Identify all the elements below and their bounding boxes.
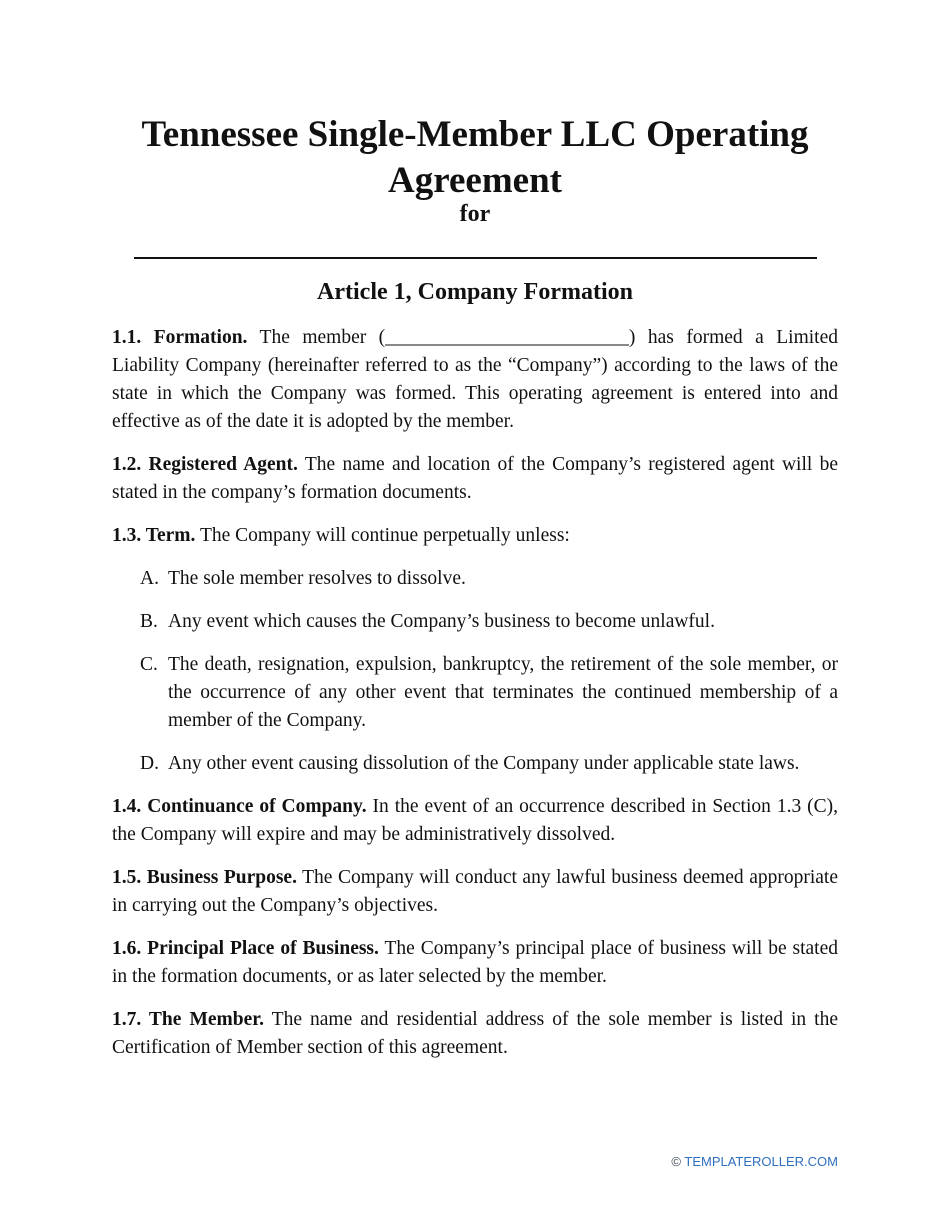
- list-item-text: Any other event causing dissolution of the Company under applicable state laws.: [168, 753, 800, 774]
- templateroller-link[interactable]: TEMPLATEROLLER.COM: [684, 1154, 838, 1169]
- list-item: [112, 750, 838, 778]
- section-text: The Company will continue perpetually unless:: [195, 525, 570, 546]
- list-marker: C.: [140, 654, 158, 675]
- section-label: 1.7. The Member.: [112, 1009, 264, 1030]
- section-1-5: [112, 864, 838, 920]
- section-1-3: [112, 522, 838, 550]
- list-marker: A.: [140, 568, 159, 589]
- section-text: The Company’s principal place of business will be stated in the formation documents, or as later selected by the member.: [112, 938, 838, 987]
- article-heading: Article 1, Company Formation: [317, 279, 633, 305]
- term-conditions-list: [112, 565, 838, 778]
- section-text: The name and residential address of the sole member is listed in the Certification of Member section of this agreement.: [112, 1009, 838, 1058]
- footer-copyright: [671, 1154, 838, 1170]
- section-1-6: [112, 935, 838, 991]
- section-label: 1.6. Principal Place of Business.: [112, 938, 379, 959]
- article-body: [112, 324, 838, 1077]
- section-text: In the event of an occurrence described in Section 1.3 (C), the Company will expire and may be administratively dissolved.: [112, 796, 838, 845]
- section-text: The name and location of the Company’s registered agent will be stated in the company’s formation documents.: [112, 454, 838, 503]
- section-1-2: [112, 451, 838, 507]
- section-1-7: [112, 1006, 838, 1062]
- list-marker: B.: [140, 611, 158, 632]
- section-label: 1.3. Term.: [112, 525, 196, 546]
- section-1-4: [112, 793, 838, 849]
- section-label: 1.5. Business Purpose.: [112, 867, 297, 888]
- section-text: The member (_________________________) has formed a Limited Liability Company (hereinafter referred to as the “Company”) according to the laws of the state in which the Company was formed. This operating agreement is entered into and effective as of the date it is adopted by the member.: [112, 327, 838, 432]
- list-item: [112, 651, 838, 735]
- copyright-symbol: ©: [671, 1154, 681, 1169]
- list-item: [112, 565, 838, 593]
- section-label: 1.1. Formation.: [112, 327, 248, 348]
- list-item-text: Any event which causes the Company’s business to become unlawful.: [168, 611, 715, 632]
- list-marker: D.: [140, 753, 159, 774]
- list-item-text: The sole member resolves to dissolve.: [168, 568, 466, 589]
- section-1-1: [112, 324, 838, 436]
- list-item: [112, 608, 838, 636]
- section-label: 1.2. Registered Agent.: [112, 454, 298, 475]
- document-title: Tennessee Single-Member LLC Operating Agreement: [141, 114, 809, 201]
- title-divider: [134, 257, 817, 259]
- section-label: 1.4. Continuance of Company.: [112, 796, 367, 817]
- document-subtitle: for: [459, 201, 491, 227]
- section-text: The Company will conduct any lawful business deemed appropriate in carrying out the Company’s objectives.: [112, 867, 838, 916]
- list-item-text: The death, resignation, expulsion, bankruptcy, the retirement of the sole member, or the occurrence of any other event that terminates the continued membership of a member of the Company.: [168, 654, 838, 731]
